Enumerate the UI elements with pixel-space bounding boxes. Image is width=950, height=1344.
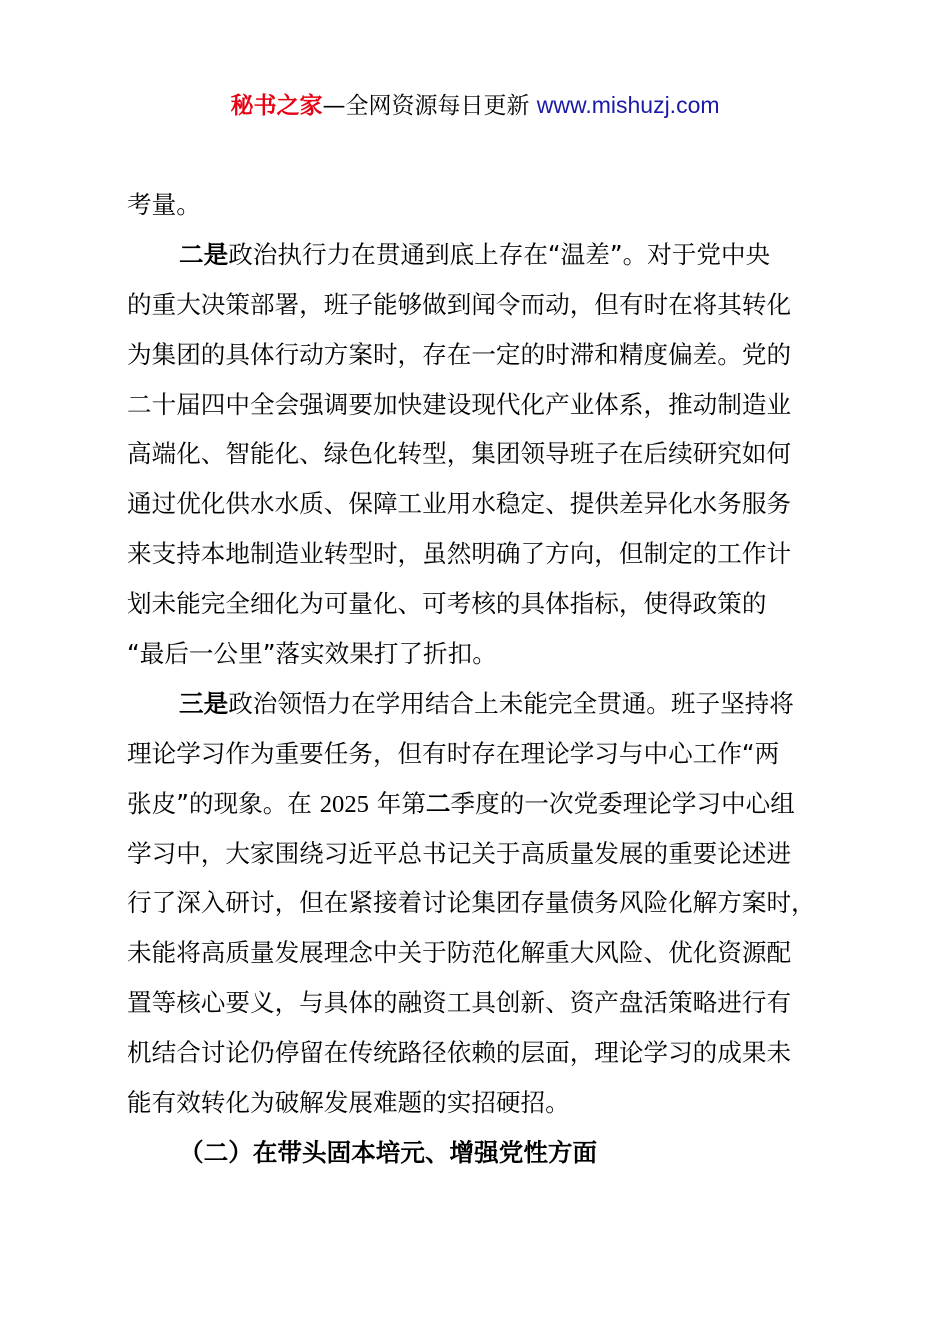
text-line: 通过优化供水水质、保障工业用水稳定、提供差异化水务服务 xyxy=(127,489,792,519)
paragraph-lead: 二是 xyxy=(179,239,229,269)
text-line: 划未能完全细化为可量化、可考核的具体指标，使得政策的 xyxy=(127,589,767,619)
page-header xyxy=(0,88,950,123)
text-line: 学习中，大家围绕习近平总书记关于高质量发展的重要论述进 xyxy=(127,838,792,868)
paragraph-lead: 三是 xyxy=(179,688,229,718)
text-span: 张皮”的现象。在 xyxy=(127,788,320,818)
brand-name: 秘书之家 xyxy=(230,93,323,119)
paragraph-first-line xyxy=(127,679,847,729)
text-line: 置等核心要义，与具体的融资工具创新、资产盘活策略进行有 xyxy=(127,988,792,1018)
text-span: 政治执行力在贯通到底上存在“温差”。对于党中央 xyxy=(228,239,771,269)
text-line: 行了深入研讨，但在紧接着讨论集团存量债务风险化解方案时， xyxy=(127,888,816,918)
header-tagline: —全网资源每日更新 xyxy=(322,93,537,119)
website-link[interactable]: www.mishuzj.com xyxy=(536,92,720,118)
document-body xyxy=(127,180,847,1178)
text-line xyxy=(127,779,847,829)
text-line: 为集团的具体行动方案时，存在一定的时滞和精度偏差。党的 xyxy=(127,339,792,369)
text-span: 年第 xyxy=(368,788,426,818)
text-line: 未能将高质量发展理念中关于防范化解重大风险、优化资源配 xyxy=(127,938,792,968)
text-line: 的重大决策部署，班子能够做到闻令而动，但有时在将其转化 xyxy=(127,289,792,319)
text-span-bold: 二 xyxy=(425,788,451,818)
text-line: 机结合讨论仍停留在传统路径依赖的层面，理论学习的成果未 xyxy=(127,1038,792,1068)
paragraph-first-line xyxy=(127,230,847,280)
text-line: 高端化、智能化、绿色化转型，集团领导班子在后续研究如何 xyxy=(127,439,792,469)
section-heading: （二）在带头固本培元、增强党性方面 xyxy=(179,1137,598,1167)
text-line: 来支持本地制造业转型时，虽然明确了方向，但制定的工作计 xyxy=(127,539,792,569)
text-line: 理论学习作为重要任务，但有时存在理论学习与中心工作“两 xyxy=(127,738,780,768)
text-line: 二十届四中全会强调要加快建设现代化产业体系，推动制造业 xyxy=(127,389,792,419)
text-line: 考量。 xyxy=(127,190,201,219)
text-line: “最后一公里”落实效果打了折扣。 xyxy=(127,639,497,669)
year-number: 2025 xyxy=(319,790,369,818)
text-span: 季度的一次党委理论学习中心组 xyxy=(450,788,795,818)
text-span: 政治领悟力在学用结合上未能完全贯通。班子坚持将 xyxy=(228,688,794,718)
text-line: 能有效转化为破解发展难题的实招硬招。 xyxy=(127,1088,570,1118)
